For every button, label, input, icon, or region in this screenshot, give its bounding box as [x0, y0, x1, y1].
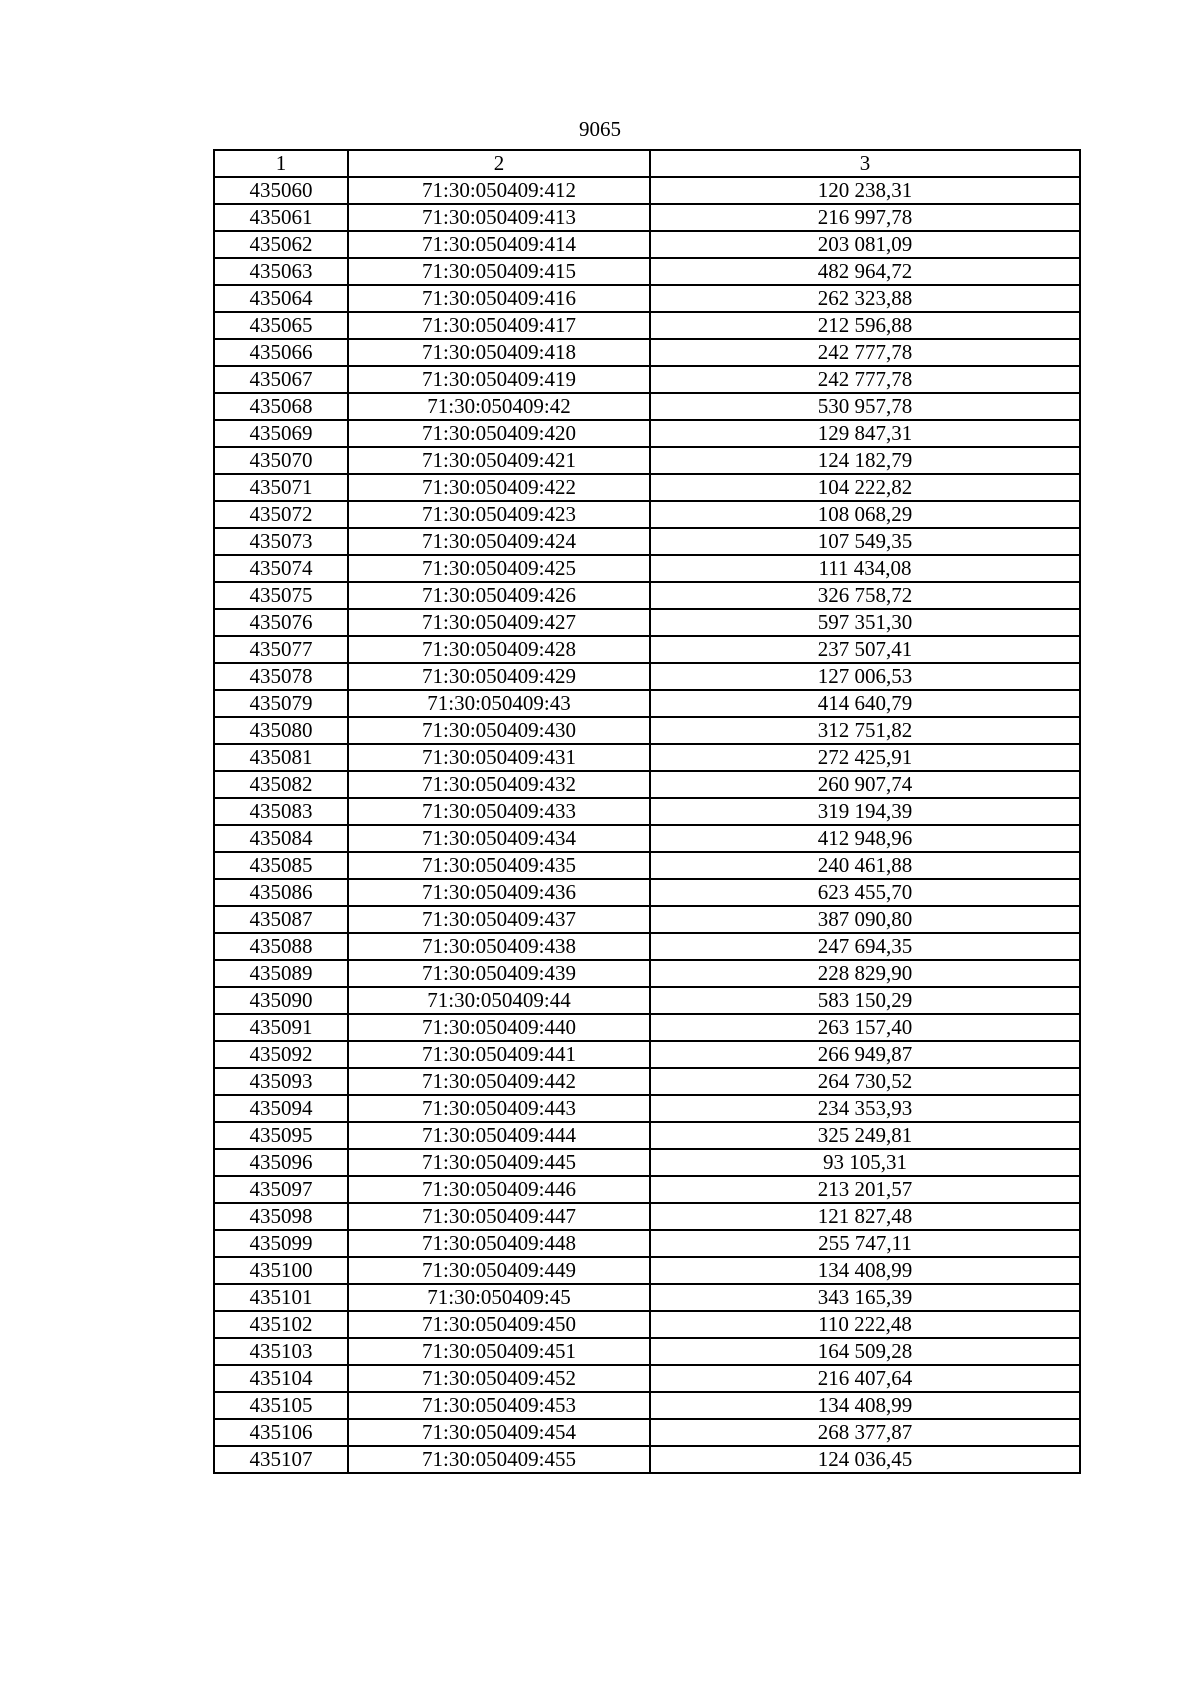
cadastral-value-cell: 203 081,09	[650, 231, 1080, 258]
cadastral-number-cell: 71:30:050409:425	[348, 555, 650, 582]
cadastral-number-cell: 71:30:050409:426	[348, 582, 650, 609]
table-row	[214, 1095, 1080, 1122]
table-row	[214, 1392, 1080, 1419]
cadastral-number-cell: 71:30:050409:417	[348, 312, 650, 339]
cadastral-number-cell: 71:30:050409:451	[348, 1338, 650, 1365]
cadastral-value-cell: 121 827,48	[650, 1203, 1080, 1230]
cadastral-number-cell: 71:30:050409:449	[348, 1257, 650, 1284]
cadastral-number-cell: 71:30:050409:427	[348, 609, 650, 636]
table-row	[214, 366, 1080, 393]
cadastral-value-cell: 414 640,79	[650, 690, 1080, 717]
table-row	[214, 474, 1080, 501]
cadastral-number-cell: 71:30:050409:447	[348, 1203, 650, 1230]
table-row	[214, 1446, 1080, 1473]
cadastral-value-cell: 164 509,28	[650, 1338, 1080, 1365]
cadastral-number-cell: 71:30:050409:445	[348, 1149, 650, 1176]
row-number-cell: 435080	[214, 717, 348, 744]
cadastral-value-cell: 104 222,82	[650, 474, 1080, 501]
cadastral-value-cell: 623 455,70	[650, 879, 1080, 906]
table-row	[214, 420, 1080, 447]
cadastral-number-cell: 71:30:050409:43	[348, 690, 650, 717]
cadastral-number-cell: 71:30:050409:443	[348, 1095, 650, 1122]
cadastral-value-cell: 597 351,30	[650, 609, 1080, 636]
cadastral-number-cell: 71:30:050409:421	[348, 447, 650, 474]
table-row	[214, 1203, 1080, 1230]
column-header-2: 2	[348, 150, 650, 177]
cadastral-value-cell: 93 105,31	[650, 1149, 1080, 1176]
row-number-cell: 435100	[214, 1257, 348, 1284]
cadastral-number-cell: 71:30:050409:431	[348, 744, 650, 771]
cadastral-number-cell: 71:30:050409:418	[348, 339, 650, 366]
cadastral-value-cell: 260 907,74	[650, 771, 1080, 798]
cadastral-value-cell: 134 408,99	[650, 1392, 1080, 1419]
cadastral-number-cell: 71:30:050409:434	[348, 825, 650, 852]
cadastral-number-cell: 71:30:050409:446	[348, 1176, 650, 1203]
cadastral-number-cell: 71:30:050409:413	[348, 204, 650, 231]
row-number-cell: 435102	[214, 1311, 348, 1338]
table-row	[214, 528, 1080, 555]
table-row	[214, 1365, 1080, 1392]
table-row	[214, 312, 1080, 339]
table-row	[214, 258, 1080, 285]
row-number-cell: 435090	[214, 987, 348, 1014]
cadastral-value-cell: 387 090,80	[650, 906, 1080, 933]
row-number-cell: 435084	[214, 825, 348, 852]
row-number-cell: 435066	[214, 339, 348, 366]
table-body	[214, 177, 1080, 1473]
cadastral-number-cell: 71:30:050409:430	[348, 717, 650, 744]
cadastral-number-cell: 71:30:050409:435	[348, 852, 650, 879]
row-number-cell: 435079	[214, 690, 348, 717]
row-number-cell: 435064	[214, 285, 348, 312]
cadastral-number-cell: 71:30:050409:452	[348, 1365, 650, 1392]
table-row	[214, 231, 1080, 258]
cadastral-number-cell: 71:30:050409:433	[348, 798, 650, 825]
table-row	[214, 1284, 1080, 1311]
cadastral-number-cell: 71:30:050409:453	[348, 1392, 650, 1419]
row-number-cell: 435092	[214, 1041, 348, 1068]
cadastral-value-cell: 111 434,08	[650, 555, 1080, 582]
table-row	[214, 825, 1080, 852]
table-row	[214, 1230, 1080, 1257]
cadastral-value-cell: 124 182,79	[650, 447, 1080, 474]
row-number-cell: 435099	[214, 1230, 348, 1257]
row-number-cell: 435093	[214, 1068, 348, 1095]
row-number-cell: 435105	[214, 1392, 348, 1419]
cadastral-number-cell: 71:30:050409:424	[348, 528, 650, 555]
table-row	[214, 960, 1080, 987]
row-number-cell: 435081	[214, 744, 348, 771]
cadastral-number-cell: 71:30:050409:42	[348, 393, 650, 420]
cadastral-number-cell: 71:30:050409:419	[348, 366, 650, 393]
table-row	[214, 1068, 1080, 1095]
row-number-cell: 435061	[214, 204, 348, 231]
table-row	[214, 663, 1080, 690]
row-number-cell: 435107	[214, 1446, 348, 1473]
cadastral-value-cell: 268 377,87	[650, 1419, 1080, 1446]
table-row	[214, 744, 1080, 771]
row-number-cell: 435070	[214, 447, 348, 474]
table-row	[214, 906, 1080, 933]
page-number: 9065	[579, 117, 621, 141]
cadastral-number-cell: 71:30:050409:432	[348, 771, 650, 798]
table-row	[214, 1149, 1080, 1176]
row-number-cell: 435083	[214, 798, 348, 825]
cadastral-value-cell: 412 948,96	[650, 825, 1080, 852]
cadastral-value-cell: 263 157,40	[650, 1014, 1080, 1041]
row-number-cell: 435072	[214, 501, 348, 528]
cadastral-value-cell: 129 847,31	[650, 420, 1080, 447]
cadastral-value-cell: 107 549,35	[650, 528, 1080, 555]
row-number-cell: 435060	[214, 177, 348, 204]
cadastral-number-cell: 71:30:050409:414	[348, 231, 650, 258]
cadastral-value-cell: 242 777,78	[650, 339, 1080, 366]
cadastral-value-cell: 216 407,64	[650, 1365, 1080, 1392]
cadastral-number-cell: 71:30:050409:423	[348, 501, 650, 528]
row-number-cell: 435073	[214, 528, 348, 555]
table-row	[214, 798, 1080, 825]
cadastral-value-cell: 264 730,52	[650, 1068, 1080, 1095]
cadastral-number-cell: 71:30:050409:455	[348, 1446, 650, 1473]
table-row	[214, 879, 1080, 906]
table-row	[214, 339, 1080, 366]
cadastral-number-cell: 71:30:050409:44	[348, 987, 650, 1014]
cadastral-value-cell: 482 964,72	[650, 258, 1080, 285]
cadastral-value-cell: 325 249,81	[650, 1122, 1080, 1149]
cadastral-value-cell: 108 068,29	[650, 501, 1080, 528]
row-number-cell: 435089	[214, 960, 348, 987]
table-row	[214, 447, 1080, 474]
table-row	[214, 393, 1080, 420]
table-row	[214, 690, 1080, 717]
row-number-cell: 435101	[214, 1284, 348, 1311]
cadastral-value-cell: 319 194,39	[650, 798, 1080, 825]
row-number-cell: 435068	[214, 393, 348, 420]
cadastral-number-cell: 71:30:050409:454	[348, 1419, 650, 1446]
cadastral-number-cell: 71:30:050409:438	[348, 933, 650, 960]
row-number-cell: 435067	[214, 366, 348, 393]
row-number-cell: 435098	[214, 1203, 348, 1230]
cadastral-number-cell: 71:30:050409:450	[348, 1311, 650, 1338]
cadastral-value-cell: 326 758,72	[650, 582, 1080, 609]
cadastral-number-cell: 71:30:050409:422	[348, 474, 650, 501]
cadastral-value-cell: 216 997,78	[650, 204, 1080, 231]
row-number-cell: 435096	[214, 1149, 348, 1176]
row-number-cell: 435082	[214, 771, 348, 798]
cadastral-value-cell: 110 222,48	[650, 1311, 1080, 1338]
cadastral-value-cell: 124 036,45	[650, 1446, 1080, 1473]
row-number-cell: 435077	[214, 636, 348, 663]
table-header-row	[214, 150, 1080, 177]
table-row	[214, 987, 1080, 1014]
cadastral-number-cell: 71:30:050409:412	[348, 177, 650, 204]
cadastral-value-cell: 272 425,91	[650, 744, 1080, 771]
row-number-cell: 435106	[214, 1419, 348, 1446]
cadastral-value-cell: 134 408,99	[650, 1257, 1080, 1284]
cadastral-value-cell: 127 006,53	[650, 663, 1080, 690]
row-number-cell: 435076	[214, 609, 348, 636]
table-row	[214, 1122, 1080, 1149]
cadastral-value-cell: 255 747,11	[650, 1230, 1080, 1257]
table-row	[214, 1041, 1080, 1068]
cadastral-number-cell: 71:30:050409:420	[348, 420, 650, 447]
cadastral-value-cell: 262 323,88	[650, 285, 1080, 312]
cadastral-value-cell: 120 238,31	[650, 177, 1080, 204]
cadastral-number-cell: 71:30:050409:439	[348, 960, 650, 987]
row-number-cell: 435104	[214, 1365, 348, 1392]
cadastral-number-cell: 71:30:050409:441	[348, 1041, 650, 1068]
row-number-cell: 435088	[214, 933, 348, 960]
cadastral-value-cell: 237 507,41	[650, 636, 1080, 663]
column-header-3: 3	[650, 150, 1080, 177]
row-number-cell: 435075	[214, 582, 348, 609]
cadastral-value-cell: 228 829,90	[650, 960, 1080, 987]
row-number-cell: 435069	[214, 420, 348, 447]
cadastral-number-cell: 71:30:050409:440	[348, 1014, 650, 1041]
table-row	[214, 1419, 1080, 1446]
row-number-cell: 435062	[214, 231, 348, 258]
row-number-cell: 435091	[214, 1014, 348, 1041]
cadastral-value-cell: 240 461,88	[650, 852, 1080, 879]
table-row	[214, 555, 1080, 582]
table-row	[214, 285, 1080, 312]
row-number-cell: 435095	[214, 1122, 348, 1149]
row-number-cell: 435085	[214, 852, 348, 879]
table-row	[214, 933, 1080, 960]
table-row	[214, 1176, 1080, 1203]
row-number-cell: 435078	[214, 663, 348, 690]
cadastral-number-cell: 71:30:050409:429	[348, 663, 650, 690]
cadastral-number-cell: 71:30:050409:416	[348, 285, 650, 312]
row-number-cell: 435063	[214, 258, 348, 285]
cadastral-number-cell: 71:30:050409:442	[348, 1068, 650, 1095]
cadastral-value-cell: 247 694,35	[650, 933, 1080, 960]
cadastral-number-cell: 71:30:050409:45	[348, 1284, 650, 1311]
cadastral-value-cell: 530 957,78	[650, 393, 1080, 420]
cadastral-number-cell: 71:30:050409:428	[348, 636, 650, 663]
row-number-cell: 435097	[214, 1176, 348, 1203]
row-number-cell: 435071	[214, 474, 348, 501]
cadastral-value-table	[213, 149, 1081, 1474]
cadastral-value-cell: 343 165,39	[650, 1284, 1080, 1311]
row-number-cell: 435087	[214, 906, 348, 933]
table-row	[214, 177, 1080, 204]
cadastral-value-cell: 234 353,93	[650, 1095, 1080, 1122]
table-row	[214, 717, 1080, 744]
cadastral-number-cell: 71:30:050409:448	[348, 1230, 650, 1257]
table-row	[214, 501, 1080, 528]
table-row	[214, 1311, 1080, 1338]
table-row	[214, 771, 1080, 798]
table-row	[214, 852, 1080, 879]
row-number-cell: 435103	[214, 1338, 348, 1365]
table-row	[214, 582, 1080, 609]
table-row	[214, 1338, 1080, 1365]
cadastral-number-cell: 71:30:050409:437	[348, 906, 650, 933]
cadastral-value-cell: 242 777,78	[650, 366, 1080, 393]
cadastral-number-cell: 71:30:050409:444	[348, 1122, 650, 1149]
cadastral-value-cell: 212 596,88	[650, 312, 1080, 339]
row-number-cell: 435065	[214, 312, 348, 339]
table-row	[214, 609, 1080, 636]
cadastral-value-cell: 583 150,29	[650, 987, 1080, 1014]
cadastral-number-cell: 71:30:050409:415	[348, 258, 650, 285]
table-row	[214, 1257, 1080, 1284]
column-header-1: 1	[214, 150, 348, 177]
cadastral-value-cell: 312 751,82	[650, 717, 1080, 744]
table-row	[214, 204, 1080, 231]
cadastral-value-cell: 213 201,57	[650, 1176, 1080, 1203]
row-number-cell: 435086	[214, 879, 348, 906]
table-row	[214, 636, 1080, 663]
row-number-cell: 435074	[214, 555, 348, 582]
table-row	[214, 1014, 1080, 1041]
cadastral-number-cell: 71:30:050409:436	[348, 879, 650, 906]
cadastral-value-cell: 266 949,87	[650, 1041, 1080, 1068]
row-number-cell: 435094	[214, 1095, 348, 1122]
